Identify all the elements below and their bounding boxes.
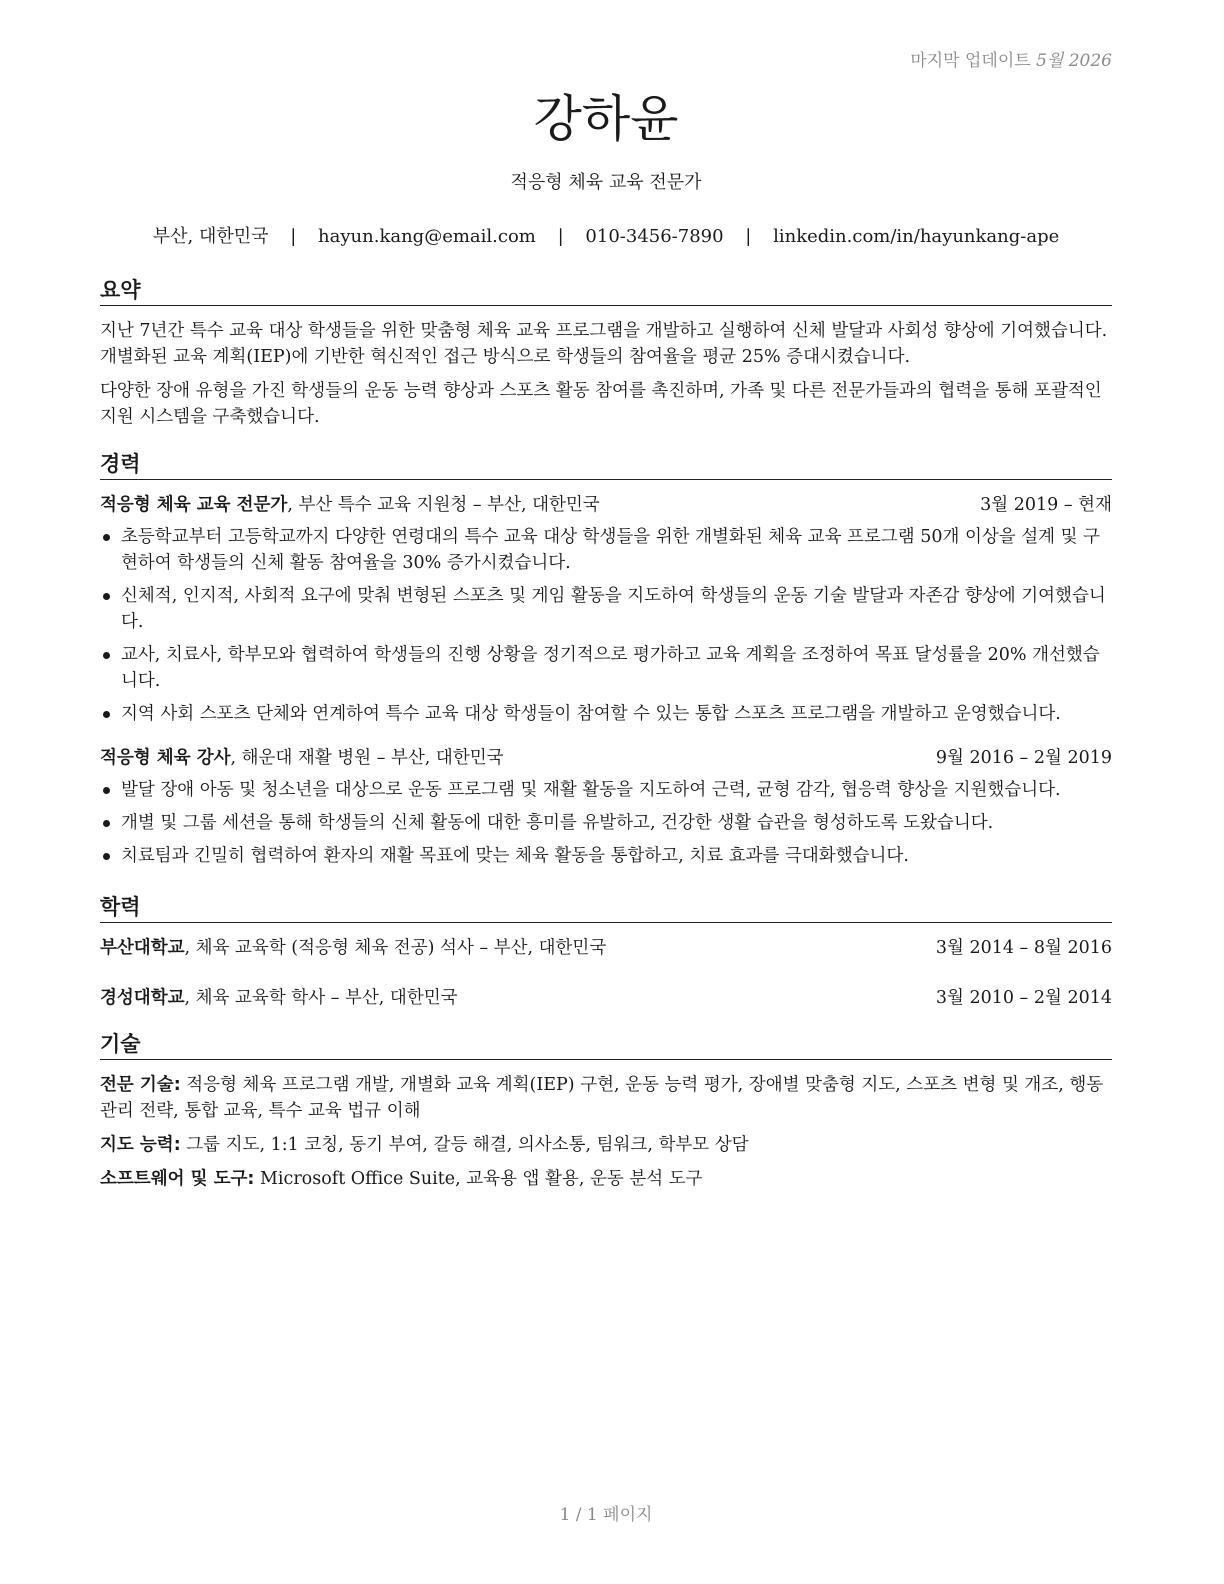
job-bullet: 개별 및 그룹 세션을 통해 학생들의 신체 활동에 대한 흥미를 유발하고, 건강한 생활 습관을 형성하도록 도왔습니다. <box>100 810 1112 836</box>
education-detail: , 체육 교육학 학사 – 부산, 대한민국 <box>184 988 458 1008</box>
summary-paragraph: 지난 7년간 특수 교육 대상 학생들을 위한 맞춤형 체육 교육 프로그램을 개발하고 실행하여 신체 발달과 사회성 향상에 기여했습니다. 개별화된 교육 계획(IEP)에 기반한 혁신적인 접근 방식으로 학생들의 참여율을 평균 25% 증대시켰습니다. <box>100 321 1108 367</box>
job-organization: , 부산 특수 교육 지원청 – 부산, 대한민국 <box>287 495 600 515</box>
section-title-education: 학력 <box>100 893 1112 923</box>
job-bullet: 지역 사회 스포츠 단체와 연계하여 특수 교육 대상 학생들이 참여할 수 있는 통합 스포츠 프로그램을 개발하고 운영했습니다. <box>100 701 1112 727</box>
skill-line <box>100 1072 1112 1124</box>
job-entry <box>100 745 1112 869</box>
education-section <box>100 893 1112 1011</box>
skill-line <box>100 1166 1112 1192</box>
job-header <box>100 745 1112 771</box>
section-title-skills: 기술 <box>100 1030 1112 1060</box>
candidate-role: 적응형 체육 교육 전문가 <box>510 172 702 193</box>
skills-section <box>100 1030 1112 1200</box>
job-bullet: 신체적, 인지적, 사회적 요구에 맞춰 변형된 스포츠 및 게임 활동을 지도하여 학생들의 운동 기술 발달과 자존감 향상에 기여했습니다. <box>100 583 1112 635</box>
summary-section <box>100 276 1112 430</box>
job-bullet: 발달 장애 아동 및 청소년을 대상으로 운동 프로그램 및 재활 활동을 지도하여 근력, 균형 감각, 협응력 향상을 지원했습니다. <box>100 777 1112 803</box>
job-position: 적응형 체육 강사 <box>100 748 231 768</box>
last-updated <box>910 46 1112 71</box>
job-dates: 3월 2019 – 현재 <box>980 495 1112 515</box>
skill-text: Microsoft Office Suite, 교육용 앱 활용, 운동 분석 도구 <box>254 1169 703 1189</box>
job-position: 적응형 체육 교육 전문가 <box>100 495 288 515</box>
skill-text: 적응형 체육 프로그램 개발, 개별화 교육 계획(IEP) 구현, 운동 능력 평가, 장애별 맞춤형 지도, 스포츠 변형 및 개조, 행동 관리 전략, 통합 교육, 특수 교육 법규 이해 <box>100 1075 1104 1121</box>
summary-paragraph: 다양한 장애 유형을 가진 학생들의 운동 능력 향상과 스포츠 활동 참여를 촉진하며, 가족 및 다른 전문가들과의 협력을 통해 포괄적인 지원 시스템을 구축했습니다. <box>100 381 1102 427</box>
education-school: 경성대학교 <box>100 988 185 1008</box>
skill-text: 그룹 지도, 1:1 코칭, 동기 부여, 갈등 해결, 의사소통, 팀워크, 학부모 상담 <box>180 1135 749 1155</box>
section-title-experience: 경력 <box>100 450 1112 480</box>
last-updated-month: 5월 <box>1036 51 1064 71</box>
education-dates: 3월 2010 – 2월 2014 <box>935 988 1112 1008</box>
resume-page <box>100 0 1112 1584</box>
job-dates: 9월 2016 – 2월 2019 <box>935 748 1112 768</box>
contact-line <box>100 224 1112 250</box>
last-updated-year: 2026 <box>1068 51 1112 71</box>
last-updated-label: 마지막 업데이트 <box>910 51 1031 71</box>
job-organization: , 해운대 재활 병원 – 부산, 대한민국 <box>230 748 504 768</box>
job-bullet: 교사, 치료사, 학부모와 협력하여 학생들의 진행 상황을 정기적으로 평가하고 교육 계획을 조정하여 목표 달성률을 20% 개선했습니다. <box>100 642 1112 694</box>
contact-linkedin[interactable]: linkedin.com/in/hayunkang-ape <box>773 226 1060 247</box>
section-title-summary: 요약 <box>100 276 1112 306</box>
job-bullets <box>100 777 1112 869</box>
education-entry <box>100 985 1112 1011</box>
contact-separator: | <box>745 226 752 247</box>
education-school: 부산대학교 <box>100 938 185 958</box>
contact-phone: 010-3456-7890 <box>585 226 724 247</box>
experience-section <box>100 450 1112 876</box>
contact-email[interactable]: hayun.kang@email.com <box>318 226 536 247</box>
job-bullet: 초등학교부터 고등학교까지 다양한 연령대의 특수 교육 대상 학생들을 위한 개별화된 체육 교육 프로그램 50개 이상을 설계 및 구현하여 학생들의 신체 활동 참여율을 30% 증가시켰습니다. <box>100 524 1112 576</box>
education-entry <box>100 935 1112 961</box>
candidate-name: 강하윤 <box>533 90 679 148</box>
education-dates: 3월 2014 – 8월 2016 <box>935 938 1112 958</box>
job-bullets <box>100 524 1112 727</box>
education-detail: , 체육 교육학 (적응형 체육 전공) 석사 – 부산, 대한민국 <box>184 938 607 958</box>
contact-separator: | <box>557 226 564 247</box>
job-entry <box>100 492 1112 727</box>
skill-label: 지도 능력: <box>100 1135 181 1155</box>
contact-separator: | <box>290 226 297 247</box>
job-bullet: 치료팀과 긴밀히 협력하여 환자의 재활 목표에 맞는 체육 활동을 통합하고, 치료 효과를 극대화했습니다. <box>100 843 1112 869</box>
contact-location: 부산, 대한민국 <box>152 226 269 247</box>
skill-line <box>100 1132 1112 1158</box>
skill-label: 소프트웨어 및 도구: <box>100 1169 255 1189</box>
page-number: 1 / 1 페이지 <box>559 1505 653 1525</box>
skill-label: 전문 기술: <box>100 1075 181 1095</box>
job-header <box>100 492 1112 518</box>
